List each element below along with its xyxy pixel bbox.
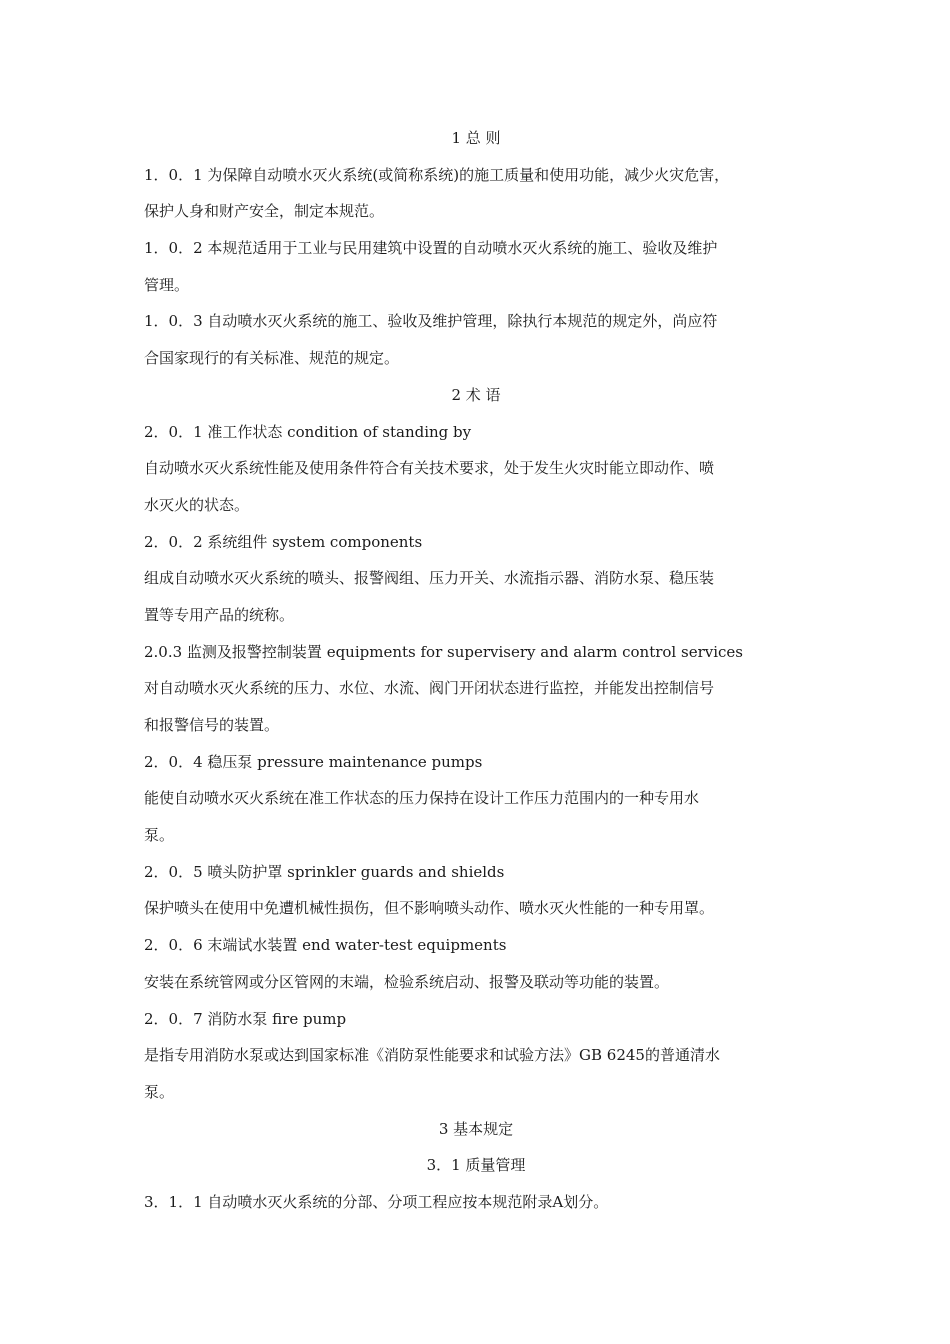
clause-line: 2．0．6 末端试水装置 end water-test equipments — [144, 936, 507, 955]
chapter-heading: 2 术 语 — [451, 385, 501, 404]
chapter-heading: 3 基本规定 — [438, 1119, 514, 1138]
text-line: 安装在系统管网或分区管网的末端，检验系统启动、报警及联动等功能的装置。 — [144, 972, 670, 991]
text-line: 置等专用产品的统称。 — [144, 605, 295, 624]
text-line: 保护喷头在使用中免遭机械性损伤，但不影响喷头动作、喷水灭火性能的一种专用罩。 — [144, 899, 715, 918]
clause-line: 1．0．1 为保障自动喷水灭火系统(或简称系统)的施工质量和使用功能，减少火灾危害， — [144, 165, 730, 184]
clause-line: 2．0．4 稳压泵 pressure maintenance pumps — [144, 752, 483, 771]
text-line: 泵。 — [144, 1082, 175, 1101]
chapter-heading: 1 总 则 — [451, 129, 501, 147]
clause-line: 1．0．2 本规范适用于工业与民用建筑中设置的自动喷水灭火系统的施工、验收及维护 — [144, 239, 718, 258]
text-line: 和报警信号的装置。 — [144, 716, 280, 734]
text-line: 管理。 — [144, 275, 190, 294]
text-line: 自动喷水灭火系统性能及使用条件符合有关技术要求，处于发生火灾时能立即动作、喷 — [144, 459, 715, 478]
text-line: 合国家现行的有关标准、规范的规定。 — [144, 349, 400, 368]
clause-line: 2.0.3 监测及报警控制装置 equipments for supervisery and alarm control services — [144, 642, 743, 661]
text-line: 能使自动喷水灭火系统在准工作状态的压力保持在设计工作压力范围内的一种专用水 — [144, 789, 700, 808]
text-line: 对自动喷水灭火系统的压力、水位、水流、阀门开闭状态进行监控，并能发出控制信号 — [144, 679, 715, 698]
clause-line: 1．0．3 自动喷水灭火系统的施工、验收及维护管理，除执行本规范的规定外，尚应符 — [144, 312, 718, 331]
clause-line: 2．0．5 喷头防护罩 sprinkler guards and shields — [144, 862, 505, 881]
clause-line: 2．0．1 准工作状态 condition of standing by — [144, 422, 472, 441]
clause-line: 2．0．2 系统组件 system components — [144, 532, 423, 551]
text-line: 是指专用消防水泵或达到国家标准《消防泵性能要求和试验方法》GB 6245的普通清水 — [144, 1046, 720, 1065]
document-body — [144, 120, 808, 1221]
text-line: 水灭火的状态。 — [144, 495, 250, 514]
clause-line: 3．1．1 自动喷水灭火系统的分部、分项工程应按本规范附录A划分。 — [144, 1192, 609, 1211]
text-line: 泵。 — [144, 826, 175, 845]
section-heading: 3．1 质量管理 — [426, 1156, 526, 1175]
text-line: 组成自动喷水灭火系统的喷头、报警阀组、压力开关、水流指示器、消防水泵、稳压装 — [144, 569, 715, 588]
clause-line: 2．0．7 消防水泵 fire pump — [144, 1009, 347, 1028]
text-line: 保护人身和财产安全，制定本规范。 — [144, 202, 385, 221]
